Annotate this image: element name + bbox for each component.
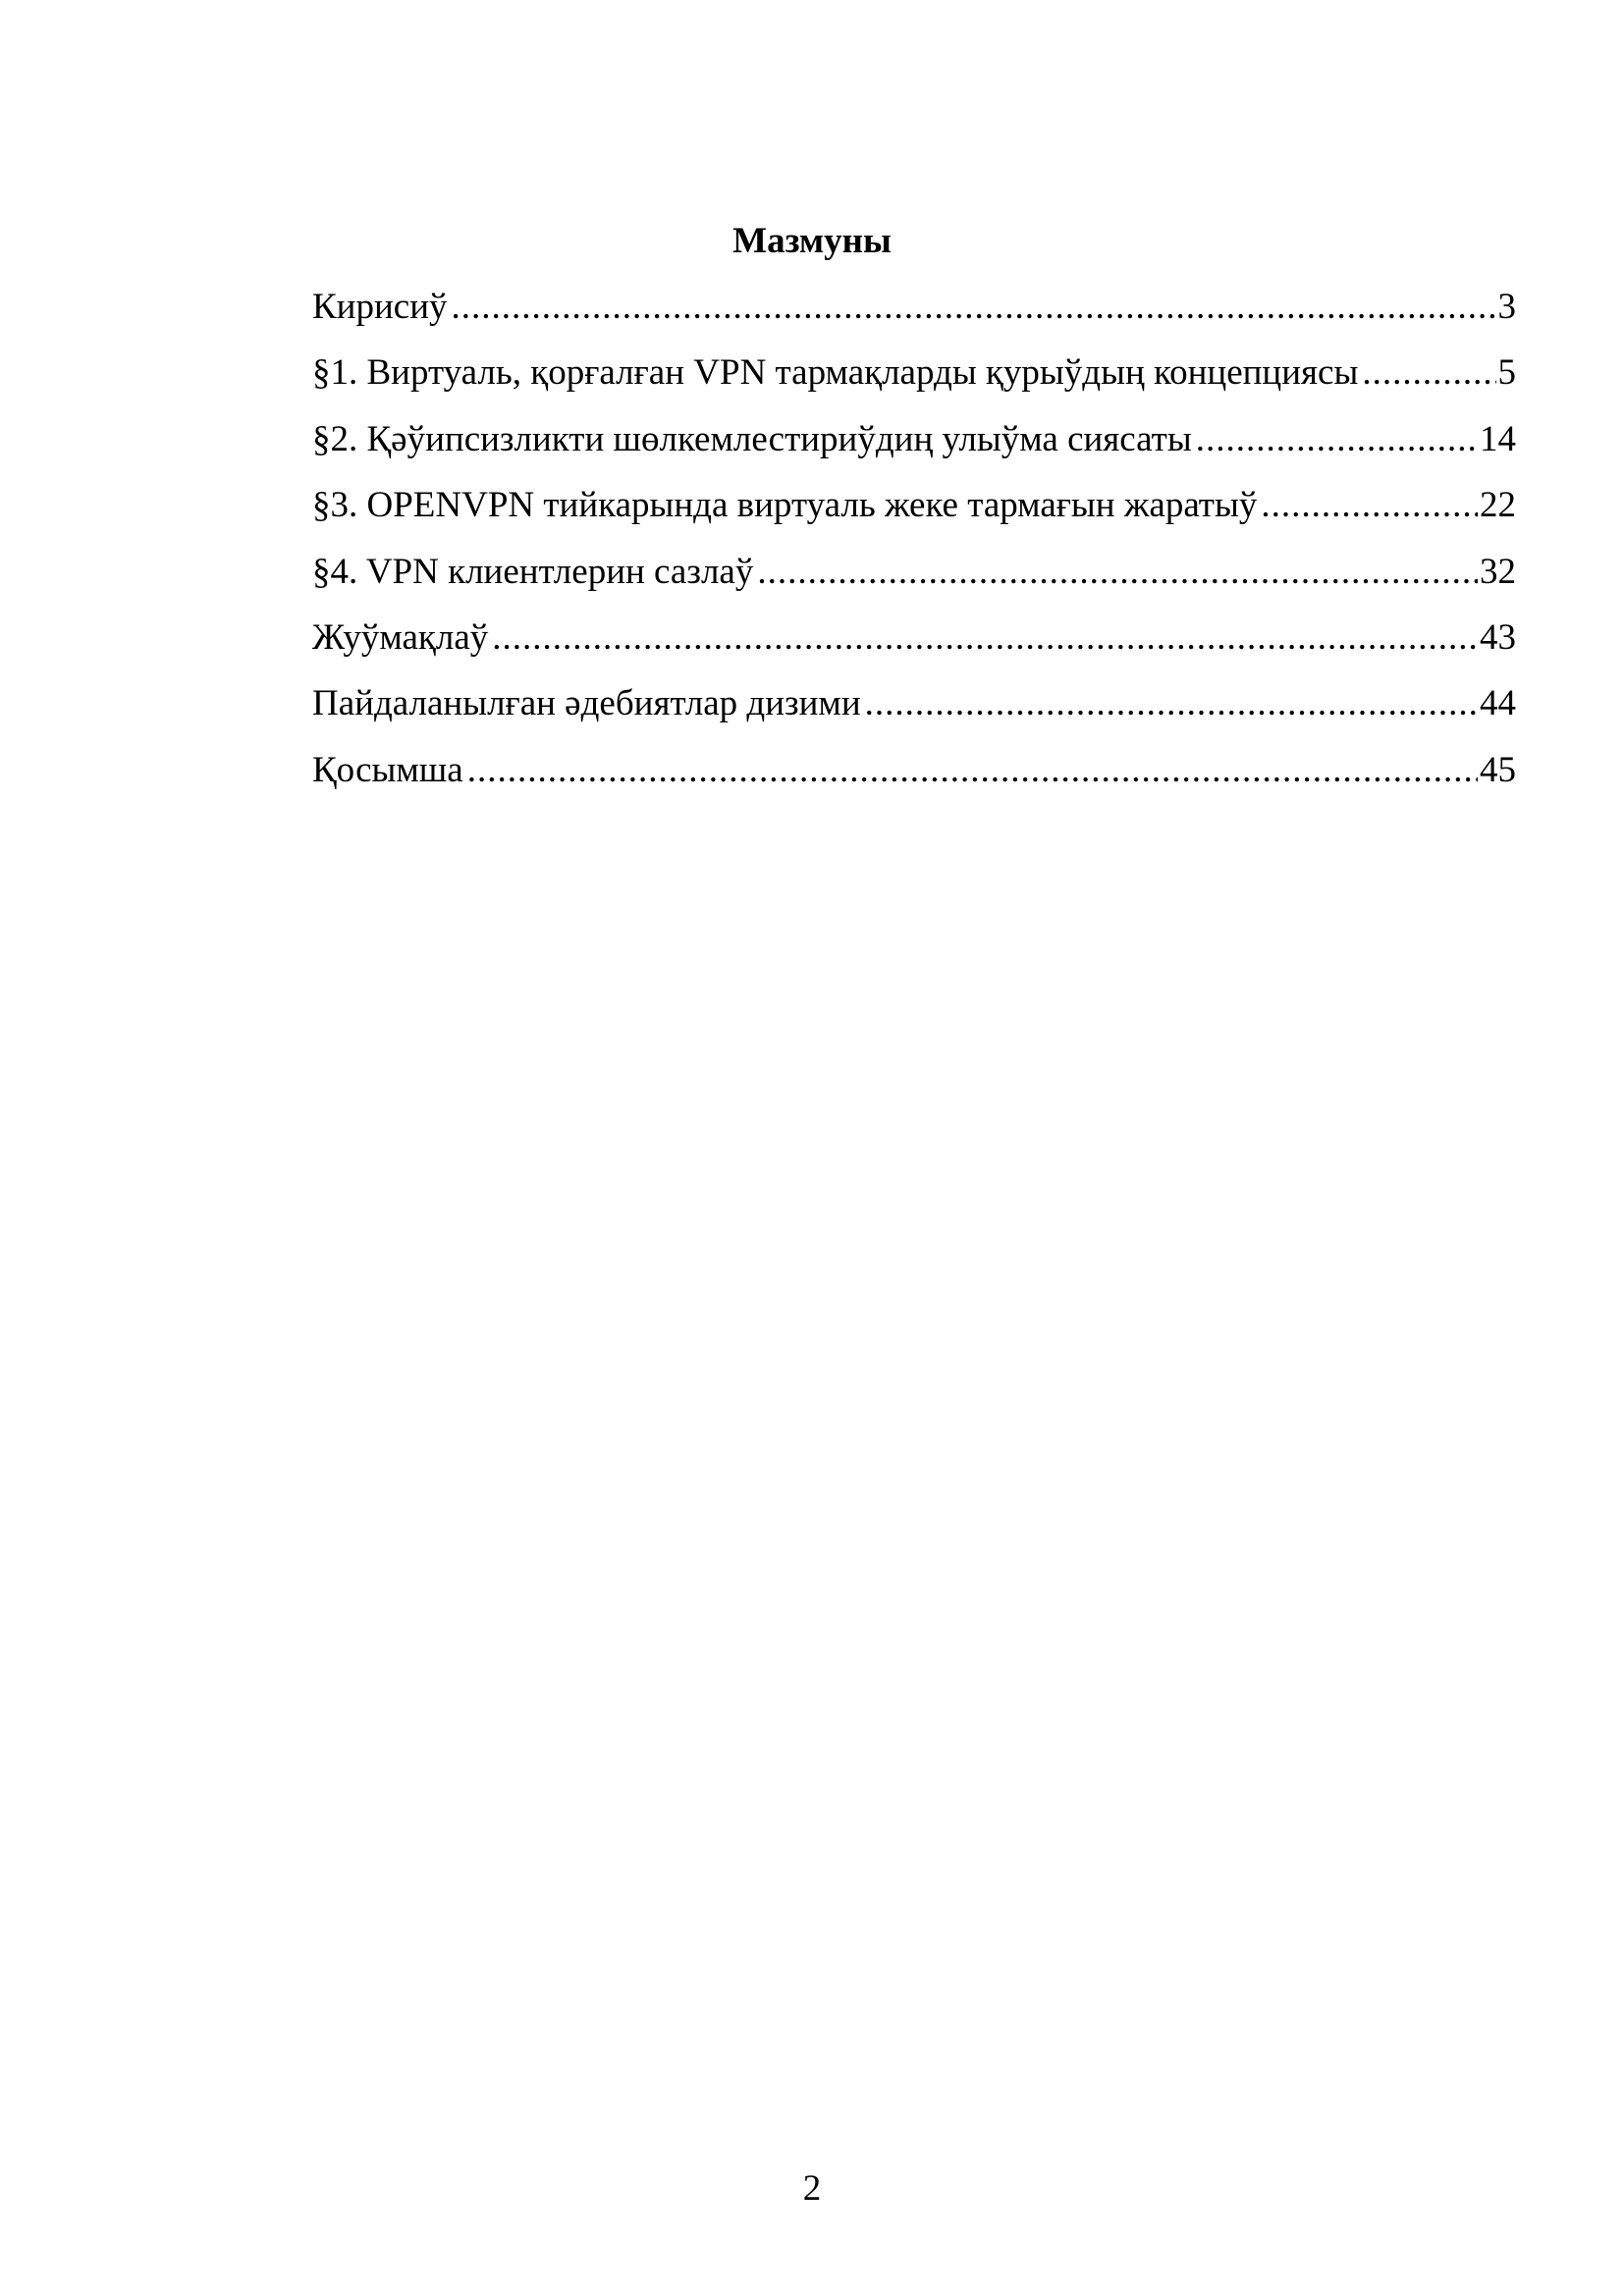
toc-entry-label: Кирисиў xyxy=(312,287,448,327)
table-of-contents xyxy=(312,284,1516,813)
toc-dot-leader xyxy=(467,747,1478,794)
toc-dot-leader xyxy=(492,614,1478,662)
toc-entry-label: §2. Қәўипсизликти шөлкемлестириўдиң улыўма сиясаты xyxy=(312,418,1192,459)
toc-dot-leader xyxy=(1196,416,1478,463)
toc-entry-label: Пайдаланылған әдебиятлар дизими xyxy=(312,683,861,724)
toc-entry-label: Қосымша xyxy=(312,749,463,790)
toc-entry-introduction[interactable] xyxy=(312,284,1516,349)
toc-entry-page: 45 xyxy=(1480,749,1516,790)
toc-entry-page: 3 xyxy=(1497,287,1516,327)
toc-entry-appendix[interactable] xyxy=(312,747,1516,813)
toc-dot-leader xyxy=(452,284,1496,331)
toc-dot-leader xyxy=(1362,349,1495,397)
page-number: 2 xyxy=(802,2168,822,2209)
toc-title: Мазмуны xyxy=(732,221,892,261)
toc-entry-page: 5 xyxy=(1497,352,1516,394)
toc-entry-section-2[interactable] xyxy=(312,416,1516,482)
toc-entry-label: §3. OPENVPN тийкарында виртуаль жеке тармағын жаратыў xyxy=(312,485,1258,526)
toc-entry-conclusion[interactable] xyxy=(312,614,1516,680)
toc-entry-references[interactable] xyxy=(312,680,1516,746)
toc-entry-page: 44 xyxy=(1480,683,1516,724)
toc-entry-section-4[interactable] xyxy=(312,549,1516,614)
toc-dot-leader xyxy=(1261,482,1478,529)
toc-entry-label: Жуўмақлаў xyxy=(312,616,489,658)
toc-entry-section-1[interactable] xyxy=(312,349,1516,415)
toc-entry-page: 32 xyxy=(1480,551,1516,592)
toc-entry-page: 14 xyxy=(1480,418,1516,459)
toc-entry-page: 43 xyxy=(1480,616,1516,658)
toc-dot-leader xyxy=(865,680,1478,727)
toc-entry-section-3[interactable] xyxy=(312,482,1516,548)
toc-entry-label: §4. VPN клиентлерин сазлаў xyxy=(312,551,754,592)
toc-dot-leader xyxy=(757,549,1478,596)
toc-entry-label: §1. Виртуаль, қорғалған VPN тармақларды қурыўдың концепциясы xyxy=(312,352,1359,394)
toc-entry-page: 22 xyxy=(1480,485,1516,526)
